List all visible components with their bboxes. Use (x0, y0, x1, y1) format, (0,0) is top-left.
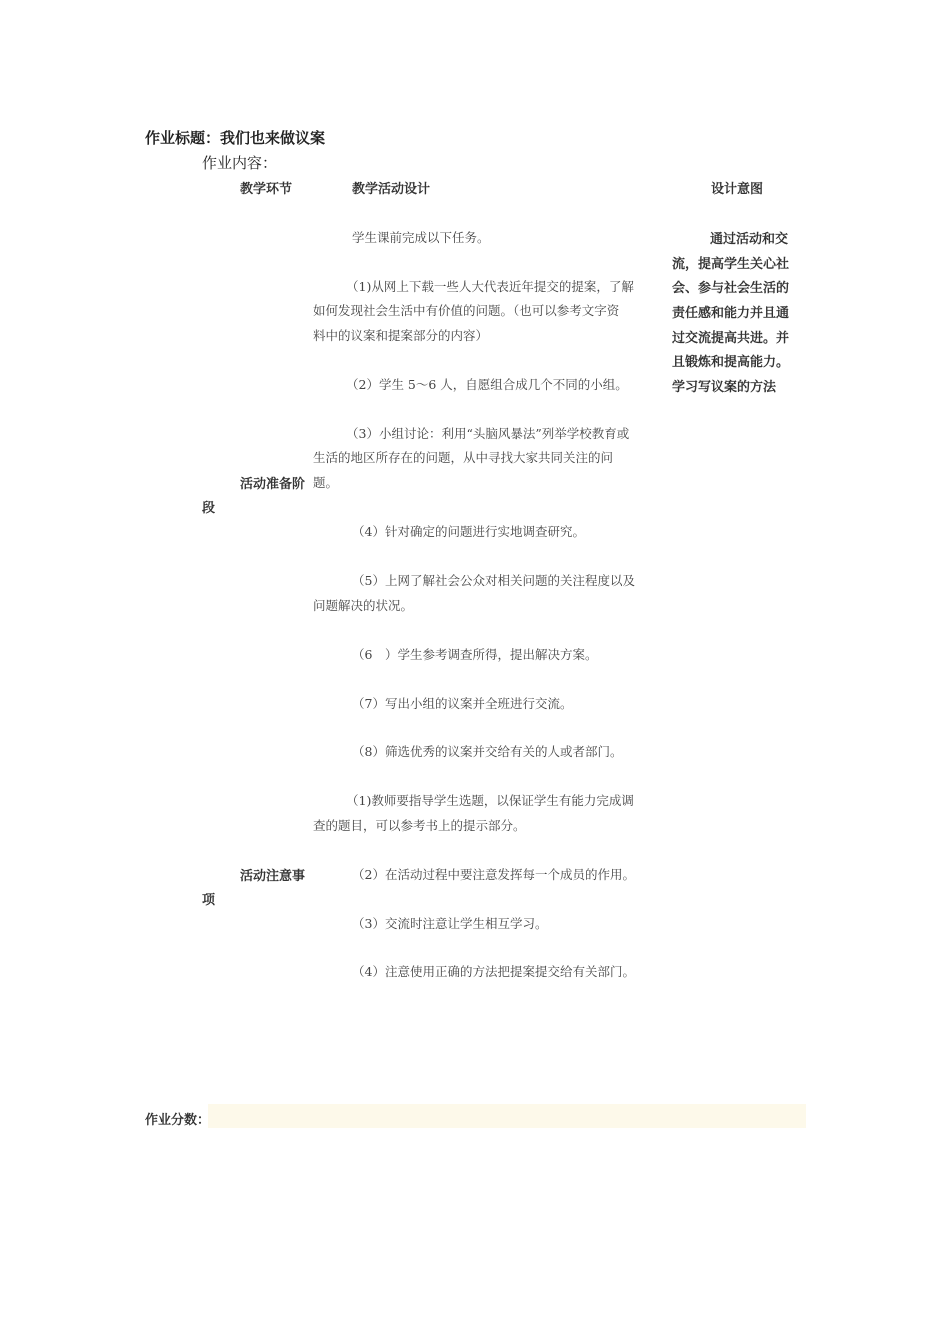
intent-line: 通过活动和交 (710, 232, 789, 247)
header-design-intent: 设计意图 (711, 182, 764, 197)
notice-line: （3）交流时注意让学生相互学习。 (352, 916, 548, 931)
activity-line: （8）筛选优秀的议案并交给有关的人或者部门。 (352, 744, 623, 759)
stage-label-notes-cont: 项 (202, 893, 216, 908)
activity-line: 题。 (313, 475, 339, 490)
stage-label-notes: 活动注意事 (240, 869, 306, 884)
assignment-title: 作业标题：我们也来做议案 (145, 129, 326, 147)
notice-line: （2）在活动过程中要注意发挥每一个成员的作用。 (352, 867, 635, 882)
activity-line: （5）上网了解社会公众对相关问题的关注程度以及 (352, 573, 635, 588)
activity-line: （1)从网上下载一些人大代表近年提交的提案，了解 (346, 279, 634, 294)
activity-line: 问题解决的状况。 (313, 598, 414, 613)
activity-line: （7）写出小组的议案并全班进行交流。 (352, 696, 573, 711)
activity-line: （2）学生 5～6 人，自愿组合成几个不同的小组。 (346, 377, 628, 392)
intent-line: 且锻炼和提高能力。 (672, 355, 790, 370)
stage-label-preparation: 活动准备阶 (240, 477, 306, 492)
header-activity-design: 教学活动设计 (352, 182, 431, 197)
score-field[interactable] (208, 1104, 806, 1128)
activity-line: （3）小组讨论：利用“头脑风暴法”列举学校教育或 (346, 426, 630, 441)
notice-line: （4）注意使用正确的方法把提案提交给有关部门。 (352, 964, 635, 979)
activity-line: （4）针对确定的问题进行实地调查研究。 (352, 524, 585, 539)
stage-label-preparation-cont: 段 (202, 501, 216, 516)
activity-line: 生活的地区所存在的问题，从中寻找大家共同关注的问 (313, 450, 614, 465)
activity-line: 如何发现社会生活中有价值的问题。（也可以参考文字资 (313, 303, 620, 318)
intent-line: 会、参与社会生活的 (672, 281, 790, 296)
intent-line: 责任感和能力并且通 (672, 306, 790, 321)
intent-line: 学习写议案的方法 (672, 380, 777, 395)
activity-line: 学生课前完成以下任务。 (352, 230, 490, 245)
score-label: 作业分数： (145, 1113, 211, 1128)
content-label: 作业内容： (202, 154, 278, 172)
intent-line: 过交流提高共进。并 (672, 331, 790, 346)
notice-line: （1)教师要指导学生选题，以保证学生有能力完成调 (346, 793, 634, 808)
intent-line: 流，提高学生关心社 (672, 257, 790, 272)
header-teaching-step: 教学环节 (240, 182, 293, 197)
activity-line: 料中的议案和提案部分的内容） (313, 328, 489, 343)
notice-line: 查的题目，可以参考书上的提示部分。 (313, 818, 526, 833)
activity-line: （6 ）学生参考调查所得，提出解决方案。 (352, 647, 598, 662)
